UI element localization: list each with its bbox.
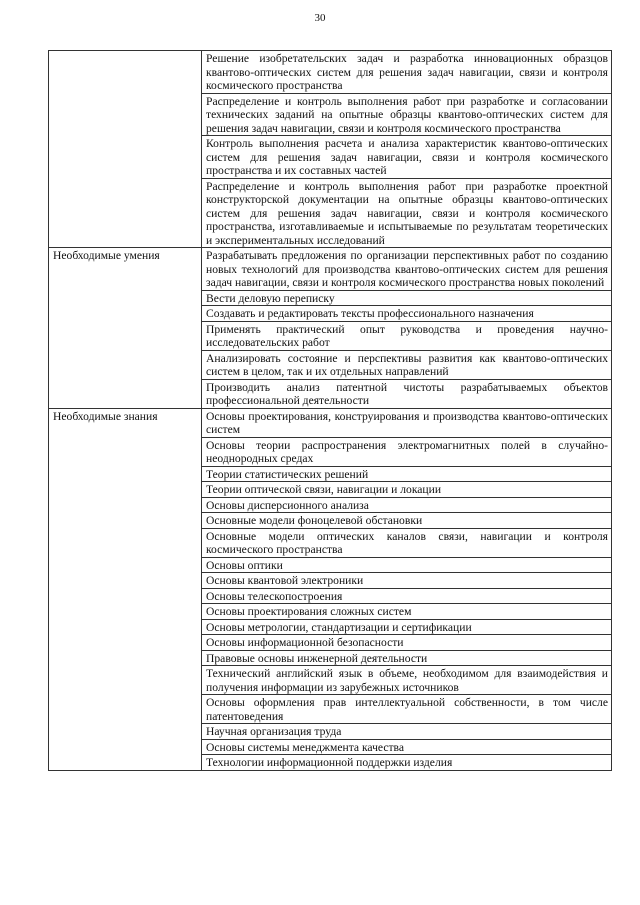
- table-cell-item: Вести деловую переписку: [202, 290, 612, 306]
- table-row: [49, 51, 612, 94]
- section-label: Необходимые умения: [49, 248, 202, 409]
- table-cell-item: Распределение и контроль выполнения работ при разработке и согласовании технических заданий на опытные образцы квантово-оптических систем для решения задач навигации, связи и контроля космического пространства: [202, 93, 612, 136]
- table-cell-item: Научная организация труда: [202, 724, 612, 740]
- table-cell-item: Распределение и контроль выполнения работ при разработке проектной конструкторской документации на опытные образцы квантово-оптических систем для решения задач навигации, связи и контроля космического пространства, изготавливаемые и испытываемые по результатам теоретических и экспериментальных исследований: [202, 178, 612, 248]
- table-body: [49, 51, 612, 771]
- table-cell-item: Решение изобретательских задач и разработка инновационных образцов квантово-оптических систем для решения задач навигации, связи и контроля космического пространства: [202, 51, 612, 94]
- table-cell-item: Основы оформления прав интеллектуальной собственности, в том числе патентоведения: [202, 695, 612, 724]
- table-cell-item: Производить анализ патентной чистоты разрабатываемых объектов профессиональной деятельности: [202, 379, 612, 408]
- table-cell-item: Основные модели оптических каналов связи, навигации и контроля космического пространства: [202, 528, 612, 557]
- table-cell-item: Основы оптики: [202, 557, 612, 573]
- table-cell-item: Создавать и редактировать тексты профессионального назначения: [202, 306, 612, 322]
- table-cell-item: Основы метрологии, стандартизации и сертификации: [202, 619, 612, 635]
- table-cell-item: Теории статистических решений: [202, 466, 612, 482]
- page-number: 30: [314, 12, 326, 24]
- table-cell-item: Теории оптической связи, навигации и локации: [202, 482, 612, 498]
- section-label: Необходимые знания: [49, 408, 202, 770]
- table-cell-item: Технический английский язык в объеме, необходимом для взаимодействия и получения информации из зарубежных источников: [202, 666, 612, 695]
- table-cell-item: Основы теории распространения электромагнитных полей в случайно-неоднородных средах: [202, 437, 612, 466]
- competency-table: [48, 50, 612, 771]
- table-row: [49, 408, 612, 437]
- table-cell-item: Основы телескопостроения: [202, 588, 612, 604]
- table-cell-item: Правовые основы инженерной деятельности: [202, 650, 612, 666]
- table-cell-item: Основы системы менеджмента качества: [202, 739, 612, 755]
- table-cell-item: Основы проектирования, конструирования и производства квантово-оптических систем: [202, 408, 612, 437]
- table-row: [49, 248, 612, 291]
- table-cell-item: Разрабатывать предложения по организации перспективных работ по созданию новых технологий для производства квантово-оптических систем для решения задач навигации, связи и контроля космического пространства новых поколений: [202, 248, 612, 291]
- section-label: [49, 51, 202, 248]
- table-cell-item: Контроль выполнения расчета и анализа характеристик квантово-оптических систем для решения задач навигации, связи и контроля космического пространства и их составных частей: [202, 136, 612, 179]
- table-cell-item: Основы квантовой электроники: [202, 573, 612, 589]
- table-cell-item: Основы проектирования сложных систем: [202, 604, 612, 620]
- table-cell-item: Анализировать состояние и перспективы развития как квантово-оптических систем в целом, так и их отдельных направлений: [202, 350, 612, 379]
- table-cell-item: Основы дисперсионного анализа: [202, 497, 612, 513]
- table-cell-item: Основные модели фоноцелевой обстановки: [202, 513, 612, 529]
- table-cell-item: Технологии информационной поддержки изделия: [202, 755, 612, 771]
- table-cell-item: Применять практический опыт руководства и проведения научно-исследовательских работ: [202, 321, 612, 350]
- table-cell-item: Основы информационной безопасности: [202, 635, 612, 651]
